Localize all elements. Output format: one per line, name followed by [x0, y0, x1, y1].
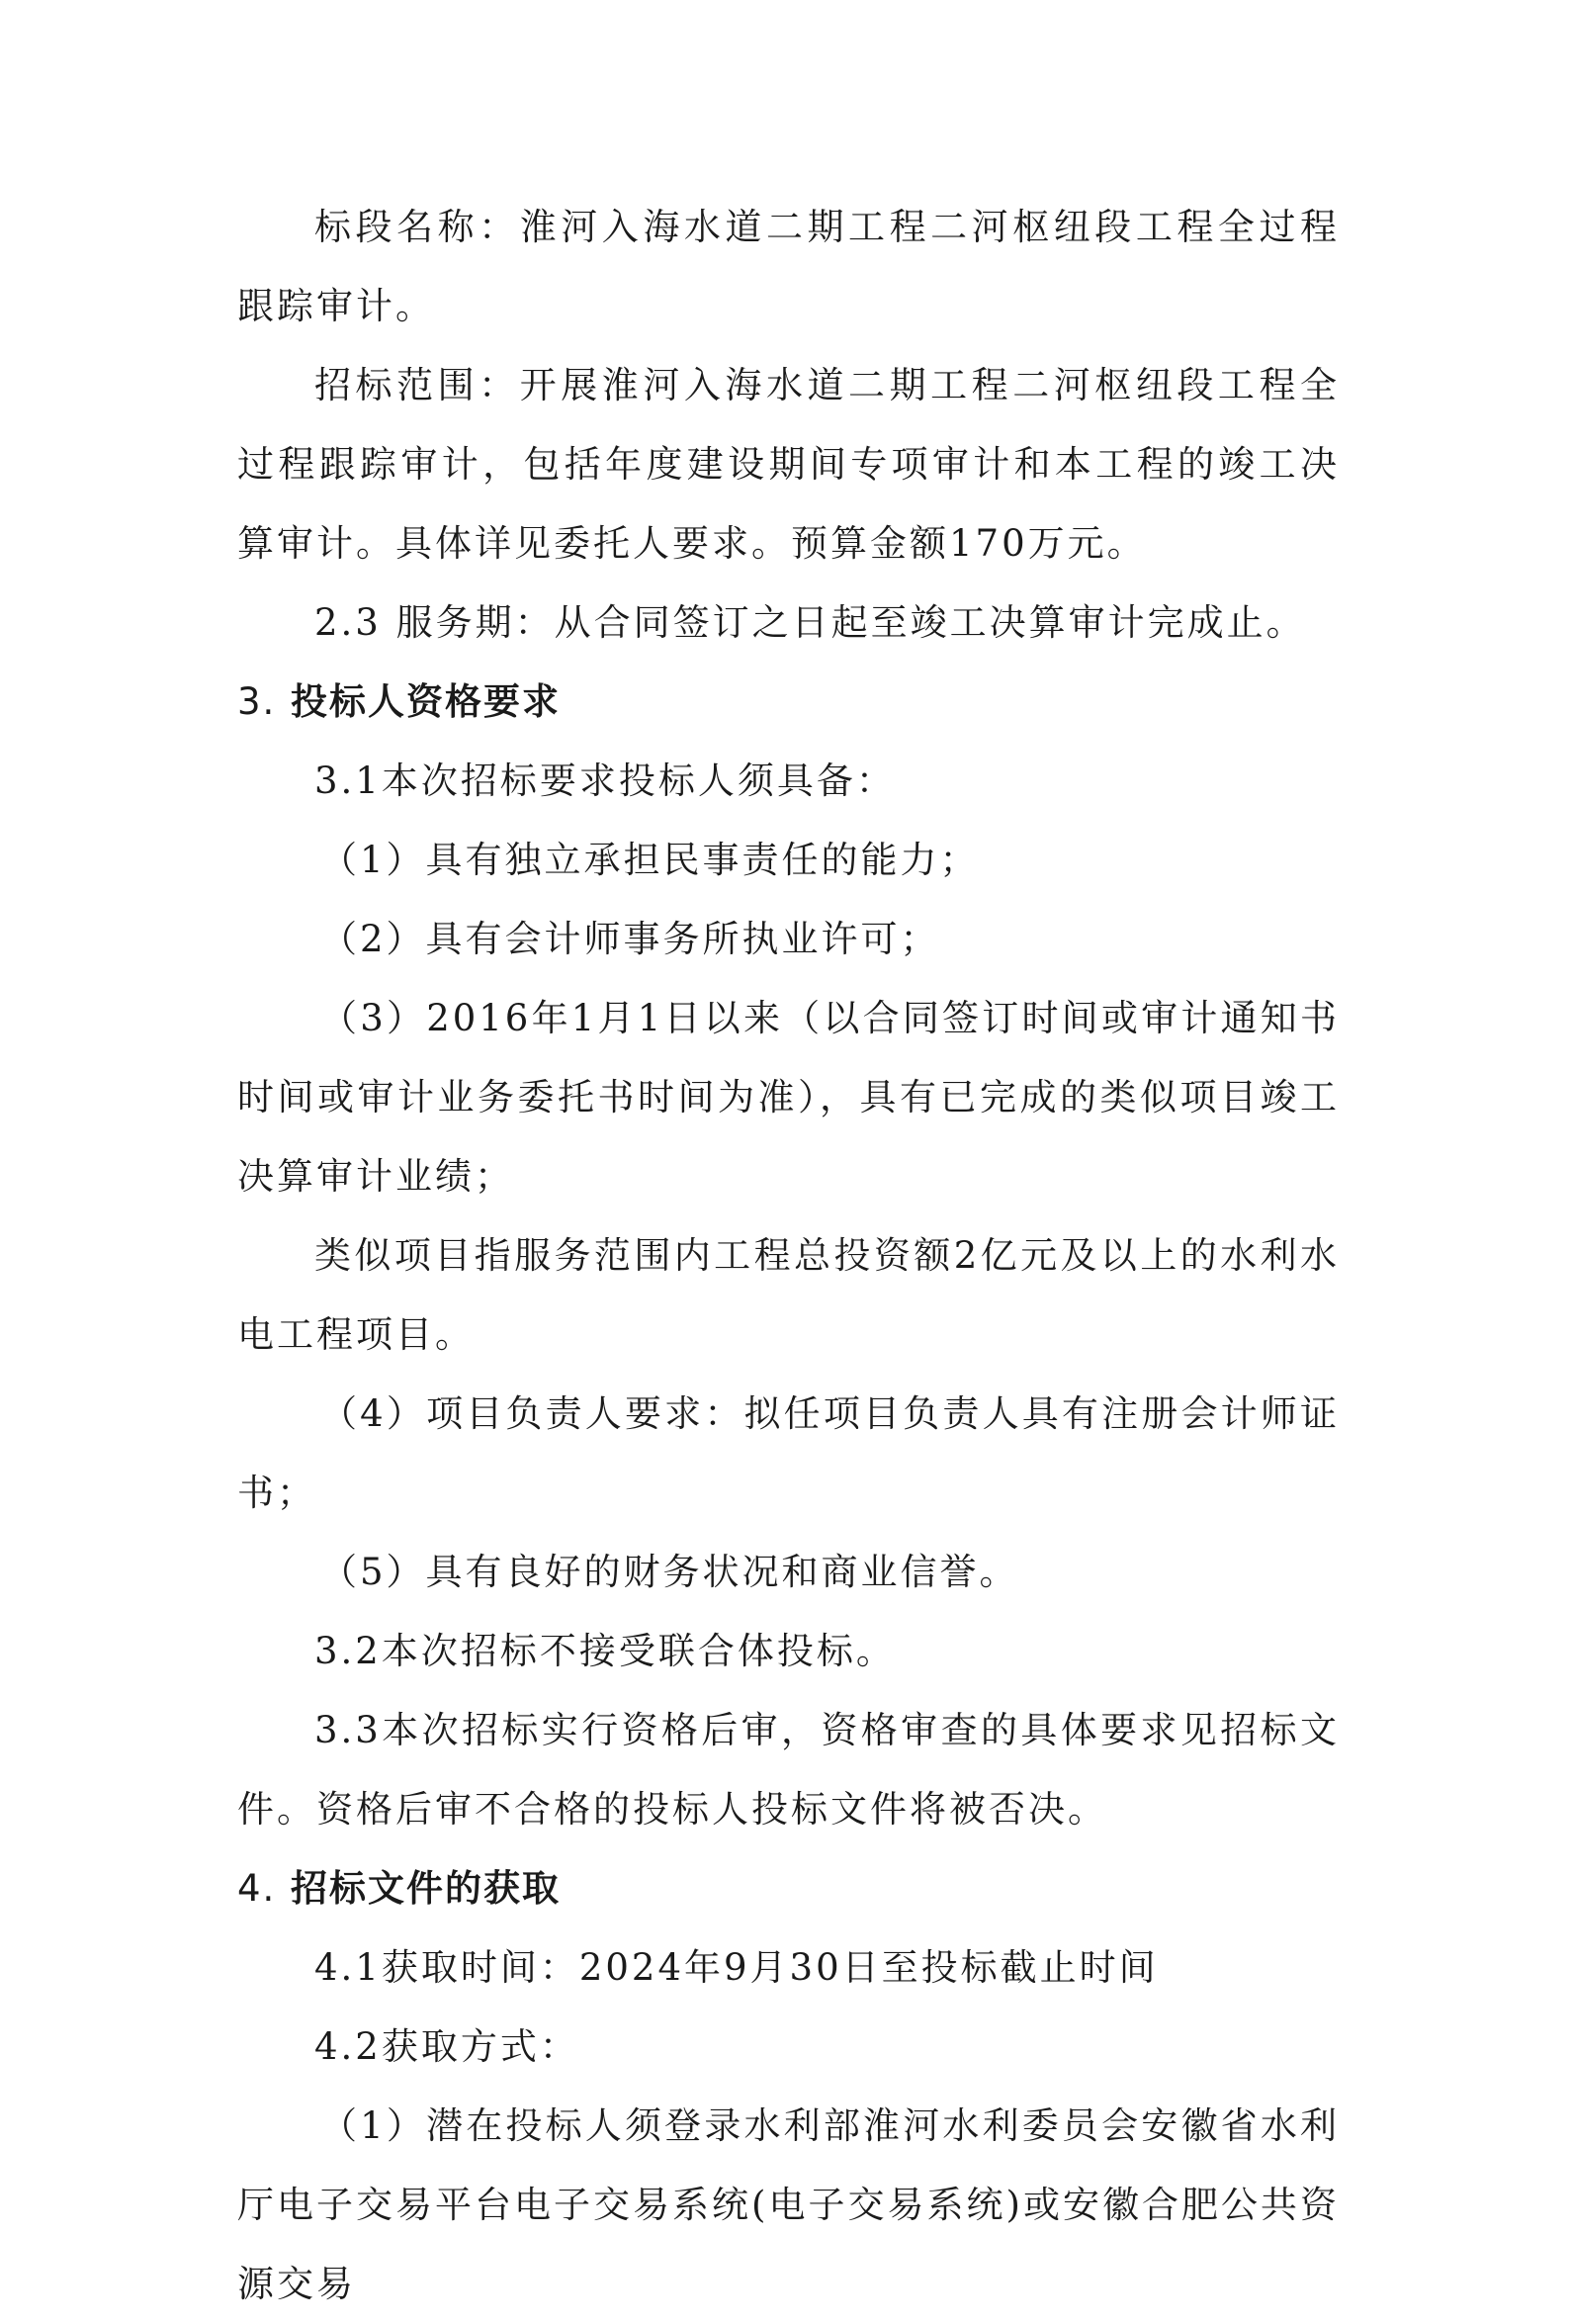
acquisition-time-paragraph: 4.1获取时间：2024年9月30日至投标截止时间	[314, 1946, 1159, 1989]
service-period-paragraph: 2.3 服务期：从合同签订之日起至竣工决算审计完成止。	[314, 601, 1306, 644]
section-heading-4	[237, 1849, 1340, 1928]
section-number: 3.	[237, 680, 277, 723]
acquisition-method-paragraph: 4.2获取方式：	[314, 2025, 579, 2068]
section-title: 招标文件的获取	[291, 1867, 561, 1910]
requirement-intro-paragraph: 3.1本次招标要求投标人须具备：	[314, 760, 896, 802]
requirement-item-5: （5）具有良好的财务状况和商业信誉。	[320, 1551, 1019, 1593]
requirement-item-3: （3）2016年1月1日以来（以合同签订时间或审计通知书时间或审计业务委托书时间为准），具有已完成的类似项目竣工决算审计业绩；	[237, 997, 1340, 1198]
requirement-item-2: （2）具有会计师事务所执业许可；	[320, 918, 940, 960]
tender-scope-paragraph: 招标范围：开展淮河入海水道二期工程二河枢纽段工程全过程跟踪审计，包括年度建设期间专项审计和本工程的竣工决算审计。具体详见委托人要求。预算金额170万元。	[237, 364, 1340, 565]
requirement-item-4: （4）项目负责人要求：拟任项目负责人具有注册会计师证书；	[237, 1392, 1340, 1514]
requirement-item-1: （1）具有独立承担民事责任的能力；	[320, 839, 980, 881]
section-title: 投标人资格要求	[291, 680, 561, 723]
section-name-paragraph: 标段名称：淮河入海水道二期工程二河枢纽段工程全过程跟踪审计。	[237, 206, 1340, 327]
section-heading-3	[237, 663, 1340, 742]
qualification-review-paragraph: 3.3本次招标实行资格后审，资格审查的具体要求见招标文件。资格后审不合格的投标人投标文件将被否决。	[237, 1709, 1340, 1831]
acquisition-method-item-1: （1）潜在投标人须登录水利部淮河水利委员会安徽省水利厅电子交易平台电子交易系统(电子交易系统)或安徽合肥公共资源交易	[237, 2104, 1340, 2305]
joint-bid-paragraph: 3.2本次招标不接受联合体投标。	[314, 1630, 896, 1672]
document-page	[237, 188, 1340, 2324]
section-number: 4.	[237, 1867, 277, 1910]
similar-project-definition: 类似项目指服务范围内工程总投资额2亿元及以上的水利水电工程项目。	[237, 1234, 1340, 1356]
